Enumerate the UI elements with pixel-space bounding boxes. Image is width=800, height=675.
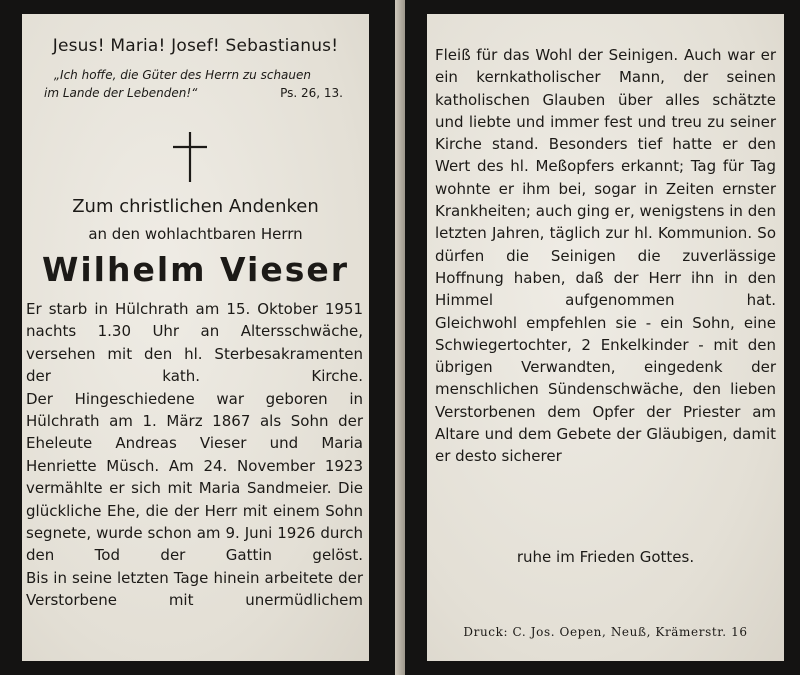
card-fold bbox=[395, 0, 405, 675]
deceased-name: Wilhelm Vieser bbox=[41, 250, 350, 289]
cross-icon bbox=[170, 130, 210, 184]
left-page bbox=[0, 0, 395, 675]
memorial-heading: Zum christlichen Andenken bbox=[72, 196, 319, 217]
quote-line-1: „Ich hoffe, die Güter des Herrn zu schauen bbox=[53, 68, 311, 82]
closing-line: ruhe im Frieden Gottes. bbox=[516, 548, 695, 566]
right-page bbox=[405, 0, 800, 675]
continuation-text bbox=[435, 44, 776, 468]
honoree-line: an den wohlachtbaren Herrn bbox=[88, 225, 303, 243]
bio-paragraph: Bis in seine letzten Tage hinein arbeitete der Verstorbene mit unermüdlichem bbox=[26, 568, 363, 610]
quote-reference: Ps. 26, 13. bbox=[280, 86, 343, 100]
quote-line-2: im Lande der Lebenden!“ bbox=[44, 86, 198, 100]
printer-credit: Druck: C. Jos. Oepen, Neuß, Krämerstr. 16 bbox=[463, 625, 748, 639]
bio-paragraph: Der Hingeschiedene war geboren in Hülchrath am 1. März 1867 als Sohn der Eheleute Andreas Vieser und Maria Henriette Müsch. Am 24. November 1923 vermählte er sich mit Maria Sandmeier. Die glückliche Ehe, die der Herr mit einem Sohn segnete, wurde schon am 9. Juni 1926 durch den Tod der Gattin gelöst. bbox=[26, 389, 363, 565]
invocation-line: Jesus! Maria! Josef! Sebastianus! bbox=[52, 36, 339, 56]
biography bbox=[26, 298, 363, 612]
left-page-paper bbox=[22, 14, 369, 661]
right-page-paper bbox=[427, 14, 784, 661]
continuation-paragraph: Fleiß für das Wohl der Seinigen. Auch war er ein kernkatholischer Mann, der seinen katholischen Glauben über alles schätzte und liebte und immer fest und treu zu seiner Kirche stand. Besonders tief hatte er den Wert des hl. Meßopfers erkannt; Tag für Tag wohnte er ihm bei, sogar in Zeiten ernster Krankheiten; auch ging er, wenigstens in den letzten Jahren, täglich zur hl. Kommunion. So dürfen die Seinigen die zuverlässige Hoffnung haben, daß der Herr ihn in den Himmel aufgenommen hat. bbox=[435, 46, 776, 310]
psalm-quote bbox=[44, 66, 347, 102]
bio-paragraph: Er starb in Hülchrath am 15. Oktober 1951 nachts 1.30 Uhr an Altersschwäche, versehen mit den hl. Sterbesakramenten der kath. Kirche. bbox=[26, 300, 363, 386]
continuation-paragraph: Gleichwohl empfehlen sie - ein Sohn, eine Schwiegertochter, 2 Enkelkinder - mit den übrigen Verwandten, eingedenk der menschlichen Sündenschwäche, den lieben Verstorbenen dem Opfer der Priester am Altare und dem Gebete der Gläubigen, damit er desto sicherer bbox=[435, 313, 776, 466]
